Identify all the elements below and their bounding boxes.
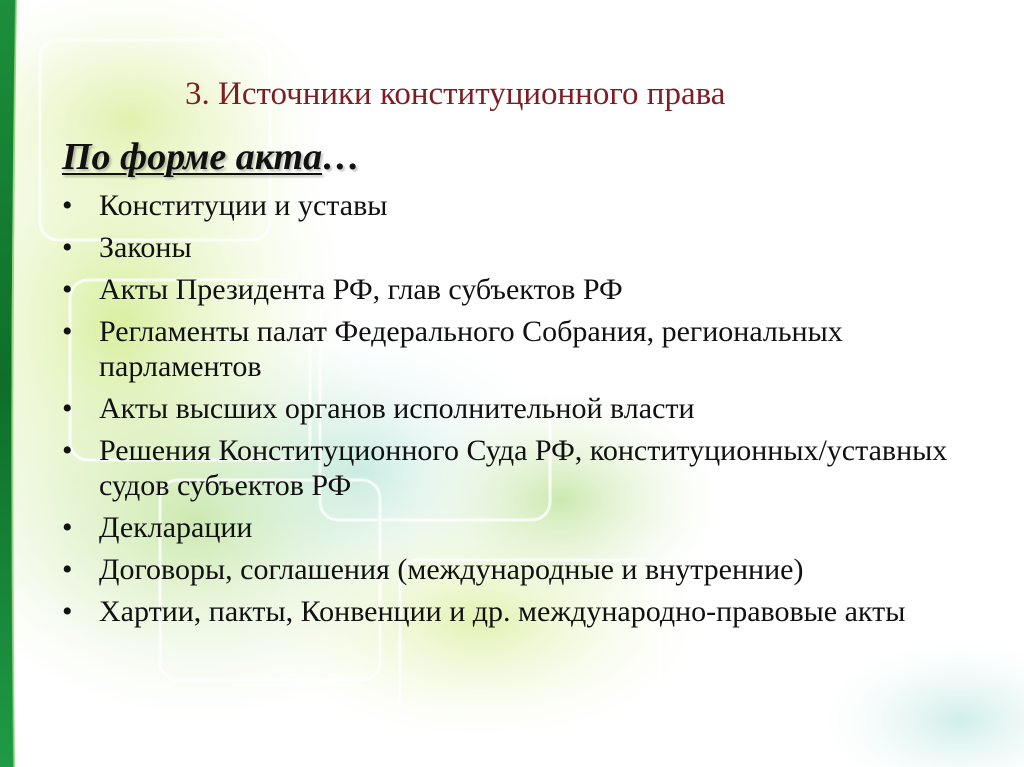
list-item-text: Конституции и уставы: [99, 189, 388, 222]
list-item-text: Договоры, соглашения (международные и внутренние): [99, 553, 804, 586]
list-item-text: Решения Конституционного Суда РФ, конституционных/уставных судов субъектов РФ: [99, 434, 948, 502]
bullet-icon: •: [62, 511, 73, 544]
bullet-icon: •: [62, 434, 73, 467]
list-item-text: Хартии, пакты, Конвенции и др. международно-правовые акты: [99, 595, 906, 628]
bullet-icon: •: [62, 189, 73, 222]
section-heading: [62, 135, 360, 179]
list-item-text: Акты Президента РФ, глав субъектов РФ: [99, 273, 623, 306]
bullet-icon: •: [62, 595, 73, 628]
list-item: [62, 552, 1002, 587]
list-item: [62, 510, 1002, 545]
list-item-text: Декларации: [99, 511, 253, 544]
list-item: [62, 272, 1002, 307]
bullet-list: [62, 188, 1002, 636]
list-item: [62, 314, 1002, 384]
list-item-text: Регламенты палат Федерального Собрания, региональных парламентов: [99, 315, 843, 383]
list-item: [62, 230, 1002, 265]
list-item: [62, 594, 1002, 629]
slide-title: 3. Источники конституционного права: [185, 76, 726, 112]
list-item: [62, 433, 1002, 503]
list-item-text: Акты высших органов исполнительной власти: [99, 392, 695, 425]
list-item: [62, 188, 1002, 223]
section-heading-ellipsis: …: [322, 136, 361, 178]
section-heading-text: По форме акта: [62, 136, 323, 178]
list-item-text: Законы: [99, 231, 192, 264]
bullet-icon: •: [62, 273, 73, 306]
list-item: [62, 391, 1002, 426]
bullet-icon: •: [62, 553, 73, 586]
bullet-icon: •: [62, 231, 73, 264]
bullet-icon: •: [62, 315, 73, 348]
bullet-icon: •: [62, 392, 73, 425]
